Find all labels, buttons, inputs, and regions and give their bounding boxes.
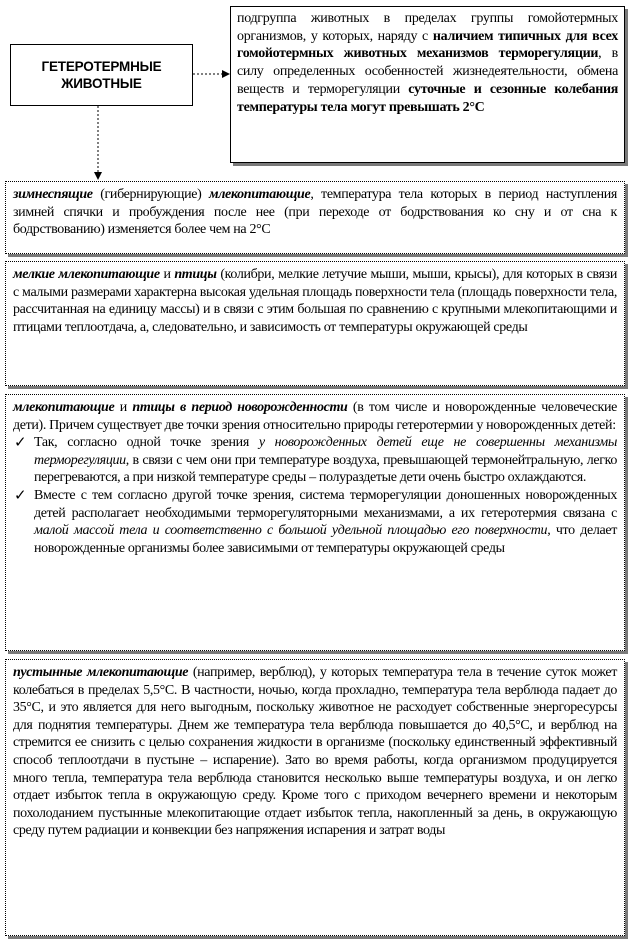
newborn-box: [5, 394, 625, 651]
desert-text-1: (например, верблюд), у которых температура тела в течение суток может колебаться в пределах 5,5°С. В частности, ночью, когда прохладно, температура тела верблюда падает до 35°С, и это является для него выгодным, поскольку животное не расходует собственные энергоресурсы для поднятия температуры. Днем же температура тела верблюда повышается до 40,5°С, и верблюд на стремится ее снизить с целью сохранения жидкости в организме (поскольку единственный эффективный способ теплоотдачи в пустыне – испарение). Зато во время работы, когда организмом продуцируется много тепла, температура тела верблюда становится несколько выше температуры воздуха, и он легко отдает избыток тепла в окружающую среду. Кроме того с приходом вечернего времени и некоторым похолоданием пустынные млекопитающие отдает избыток тепла, накопленный за день, в окружающую среду путем радиации и конвекции без напряжения испарения и затрат воды: [13, 665, 617, 839]
viewpoint-2-text-1: Вместе с тем согласно другой точке зрения, система терморегуляции доношенных новорожденных детей располагает необходимыми терморегуляторными механизмами, а их гетеротермия связана с: [34, 487, 617, 521]
viewpoint-1: [14, 433, 617, 487]
small-paragraph: [13, 266, 617, 336]
connector-right-arrowhead: [222, 70, 230, 78]
viewpoint-2: [14, 485, 617, 557]
newborn-paragraph: [13, 399, 617, 434]
hibernating-term-2: млекопитающие: [208, 187, 311, 202]
small-term-1: мелкие млекопитающие: [13, 267, 160, 282]
heading-text: [42, 58, 162, 92]
hibernating-paragraph: [13, 186, 617, 239]
small-term-2: птицы: [174, 267, 217, 282]
hibernating-text-2: , температура тела которых в период наступления зимней спячки и пробуждения после нее (при переходе от бодрствования ко сну и от сна к бодрствованию) изменяется более чем на 2°С: [13, 187, 617, 238]
heading-box: [10, 44, 193, 106]
newborn-text-2: (в том числе и новорожденные человеческие дети). Причем существует две точки зрения относительно природы гетеротермии у новорожденных детей:: [13, 400, 617, 433]
definition-text-1: подгруппа животных в пределах группы гомойотермных организмов, у которых, наряду с: [237, 11, 618, 44]
viewpoint-2-italic: малой массой тела и соответственно с большой удельной площадью его поверхности: [34, 523, 548, 539]
definition-box: [230, 6, 625, 163]
small-text-1: и: [159, 267, 175, 282]
definition-text-2: наличием типичных для всех гомойотермных животных механизмов терморегуляции: [237, 28, 618, 62]
viewpoint-1-text-2: , в связи с чем они при температуре воздуха, превышающей термонейтральную, легко перегреваются, а при низкой температуре среды – полураздетые дети очень быстро охлаждаются.: [34, 452, 617, 486]
newborn-viewpoints-list: [13, 434, 617, 557]
heading-line-1: ГЕТЕРОТЕРМНЫЕ: [41, 59, 162, 74]
newborn-term-1: млекопитающие: [13, 400, 115, 415]
small-text-2: (колибри, мелкие летучие мыши, мыши, крысы), для которых в связи с малыми размерами характерна высокая удельная площадь поверхности тела (площадь поверхности тела, рассчитанная на единицу массы) и в связи с этим большая по сравнению с крупными млекопитающими и птицами теплоотдача, а, следовательно, и зависимость от температуры окружающей среды: [13, 267, 617, 335]
desert-paragraph: [13, 664, 617, 840]
check-icon: ✓: [14, 433, 27, 452]
viewpoint-2-text-2: , что делает новорожденные организмы более зависимыми от температуры окружающей среды: [34, 523, 617, 556]
newborn-text-1: и: [114, 400, 133, 415]
definition-text-3: , в силу определенных особенностей жизнедеятельности, обмена веществ и терморегуляции: [237, 46, 618, 97]
hibernating-mammals-box: [5, 181, 625, 254]
viewpoint-1-italic: у новорожденных детей еще не совершенны механизмы терморегуляции: [34, 435, 617, 468]
connector-down-arrowhead: [94, 172, 102, 180]
viewpoint-1-text-1: Так, согласно одной точке зрения: [34, 435, 259, 451]
desert-term-1: пустынные млекопитающие: [13, 665, 189, 680]
definition-text-4: суточные и сезонные колебания температуры тела могут превышать 2°С: [237, 81, 618, 115]
newborn-term-2: птицы в период новорожденности: [132, 400, 348, 415]
check-icon: ✓: [14, 485, 27, 504]
hibernating-text-1: (гибернирующие): [92, 187, 209, 202]
hibernating-term-1: зимнеспящие: [13, 187, 93, 202]
small-mammals-box: [5, 261, 625, 386]
desert-mammals-box: [5, 659, 625, 936]
heading-line-2: ЖИВОТНЫЕ: [61, 76, 142, 91]
